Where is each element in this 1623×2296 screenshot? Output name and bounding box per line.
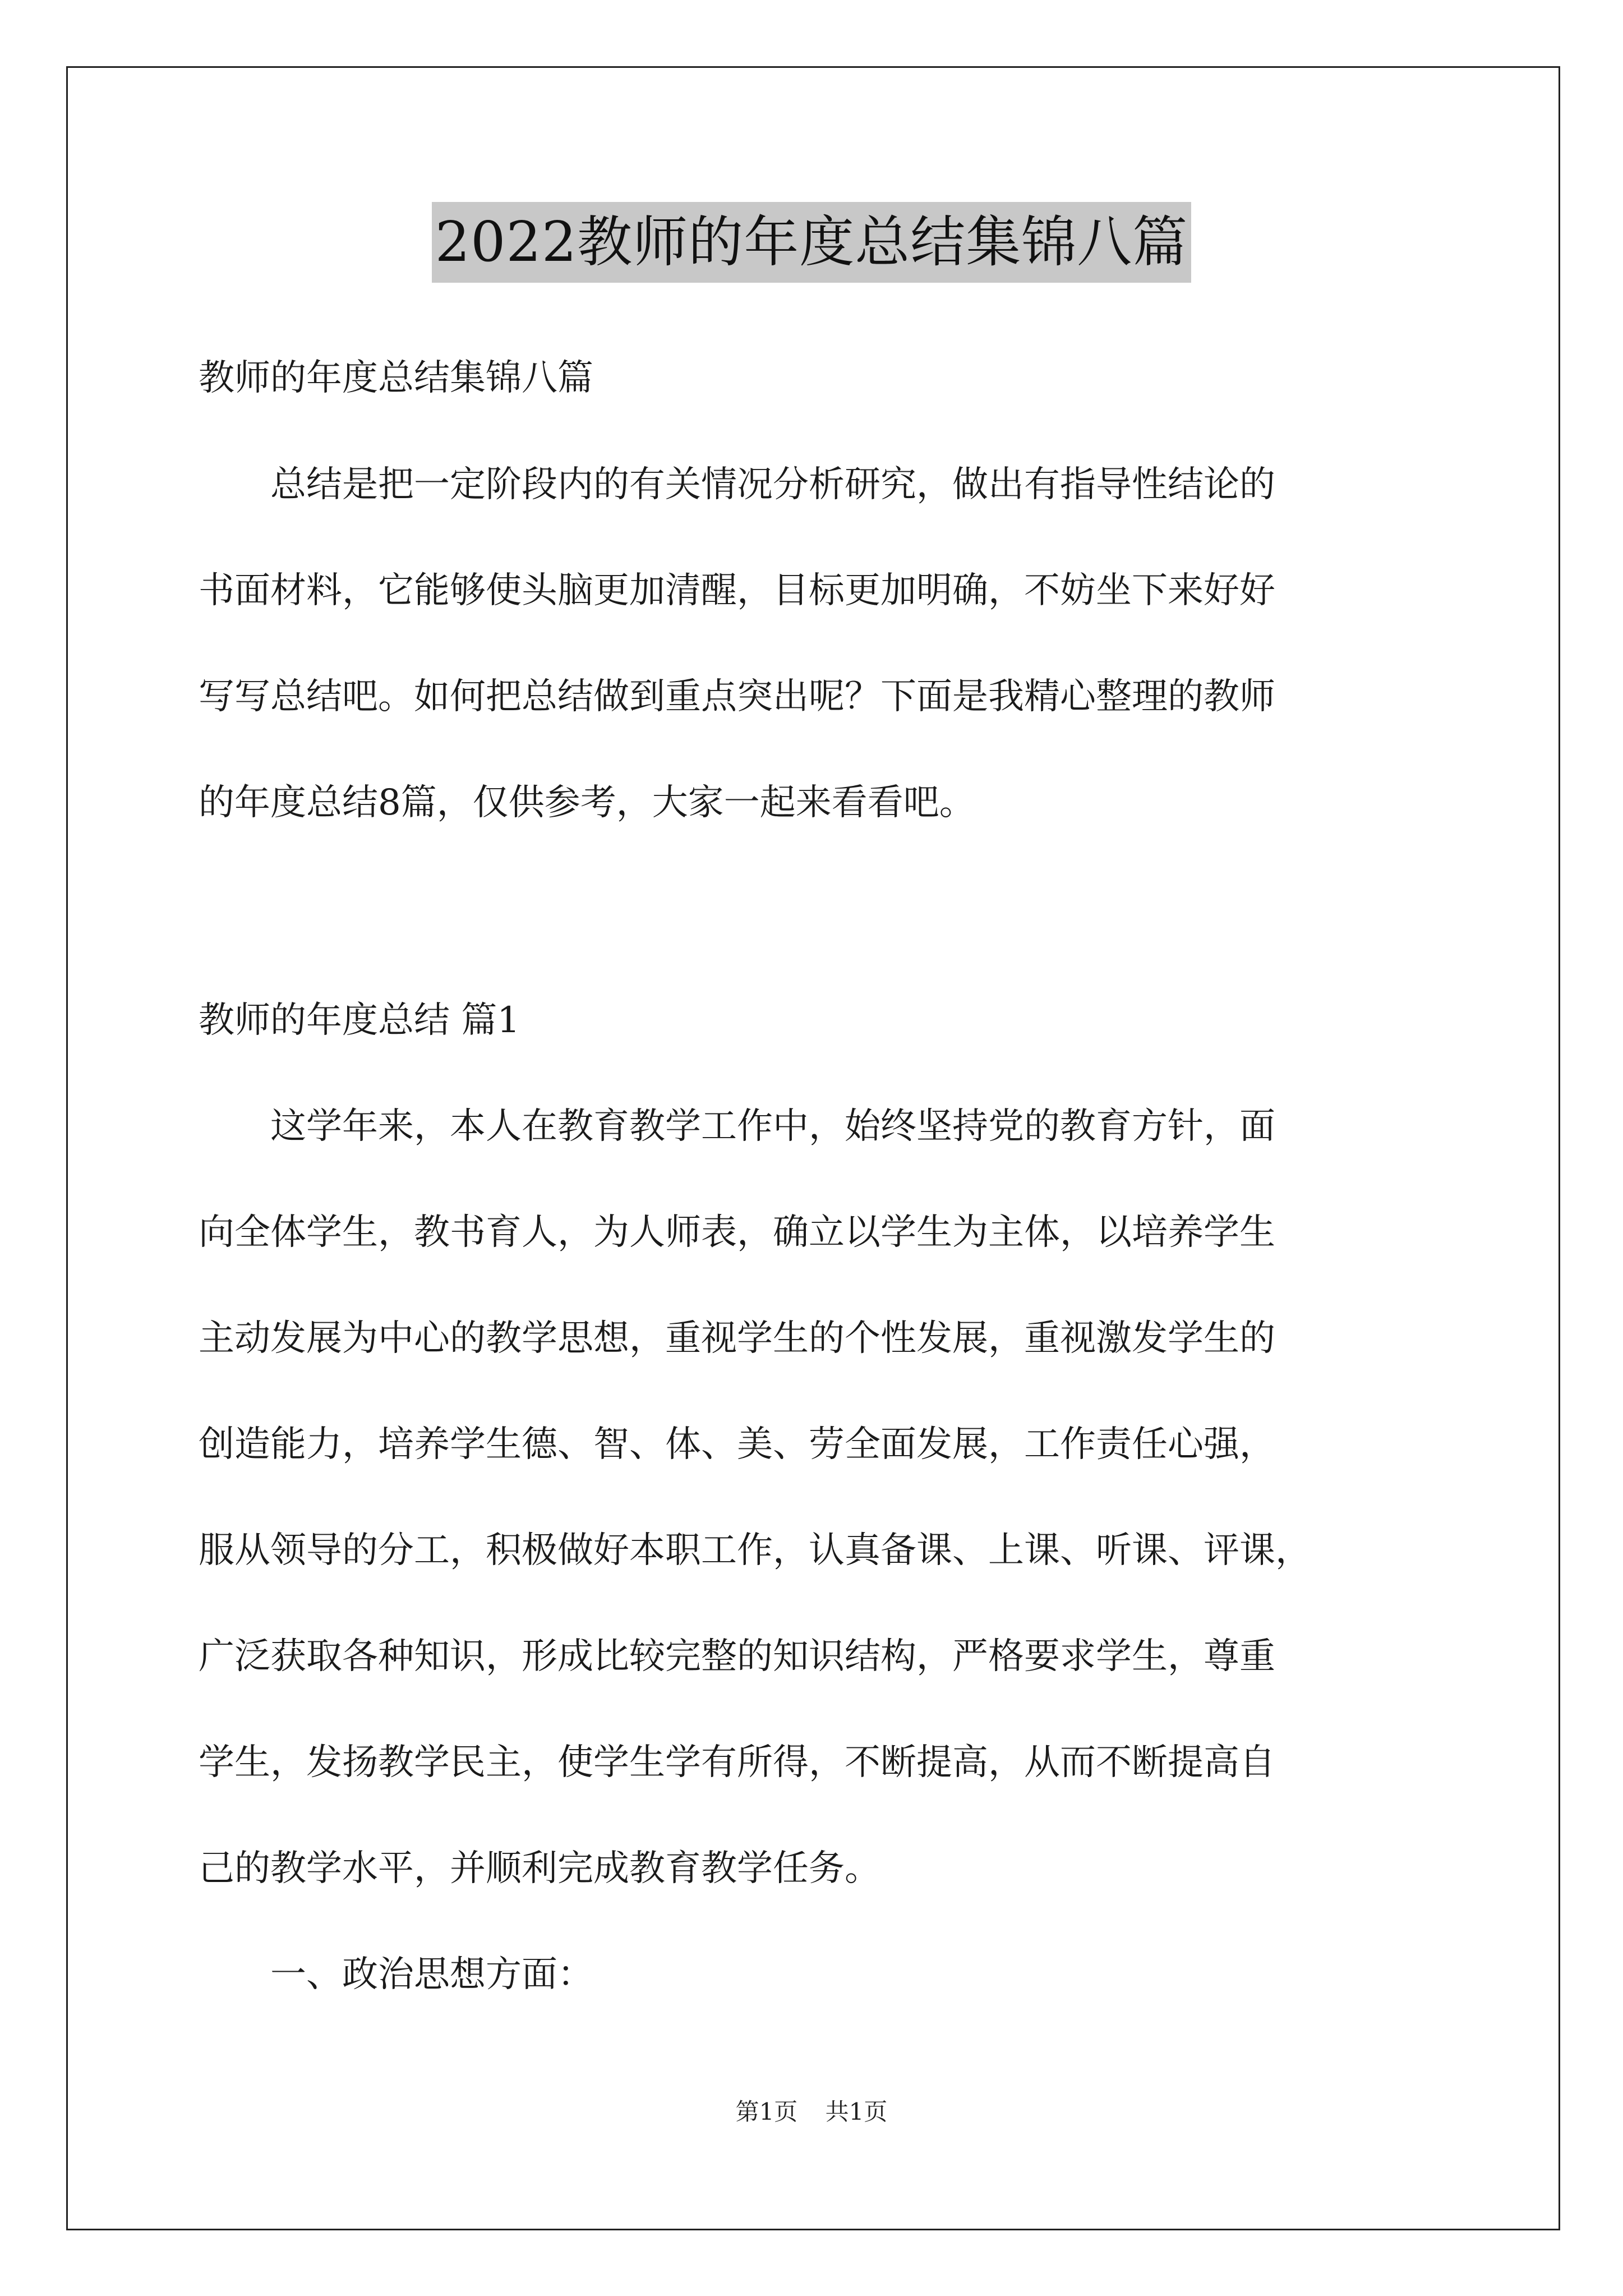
intro-line: 书面材料，它能够使头脑更加清醒，目标更加明确，不妨坐下来好好: [199, 570, 1275, 611]
page-footer: [0, 2098, 1623, 2126]
intro-line: 的年度总结8篇，仅供参考，大家一起来看看吧。: [199, 782, 975, 823]
title-container: [0, 202, 1623, 283]
total-pages-label: 共1页: [825, 2098, 888, 2125]
document-title: 2022教师的年度总结集锦八篇: [432, 202, 1191, 283]
paragraph-line: 服从领导的分工，积极做好本职工作，认真备课、上课、听课、评课，: [199, 1530, 1311, 1571]
paragraph-line: 广泛获取各种知识，形成比较完整的知识结构，严格要求学生，尊重: [199, 1636, 1275, 1677]
paragraph-line: 主动发展为中心的教学思想，重视学生的个性发展，重视激发学生的: [199, 1318, 1275, 1359]
subsection-heading: 一、政治思想方面：: [199, 1954, 593, 1995]
current-page-label: 第1页: [735, 2098, 798, 2125]
paragraph-line: 己的教学水平，并顺利完成教育教学任务。: [199, 1848, 880, 1889]
intro-line: 写写总结吧。如何把总结做到重点突出呢？下面是我精心整理的教师: [199, 676, 1275, 717]
paragraph-line: 创造能力，培养学生德、智、体、美、劳全面发展，工作责任心强，: [199, 1424, 1275, 1465]
document-subtitle: 教师的年度总结集锦八篇: [199, 357, 593, 399]
paragraph-line: 向全体学生，教书育人，为人师表，确立以学生为主体，以培养学生: [199, 1212, 1275, 1253]
intro-line: 总结是把一定阶段内的有关情况分析研究，做出有指导性结论的: [199, 464, 1275, 505]
section-heading: 教师的年度总结 篇1: [199, 1000, 520, 1041]
paragraph-line: 这学年来，本人在教育教学工作中，始终坚持党的教育方针，面: [199, 1106, 1275, 1147]
paragraph-line: 学生，发扬教学民主，使学生学有所得，不断提高，从而不断提高自: [199, 1742, 1275, 1783]
